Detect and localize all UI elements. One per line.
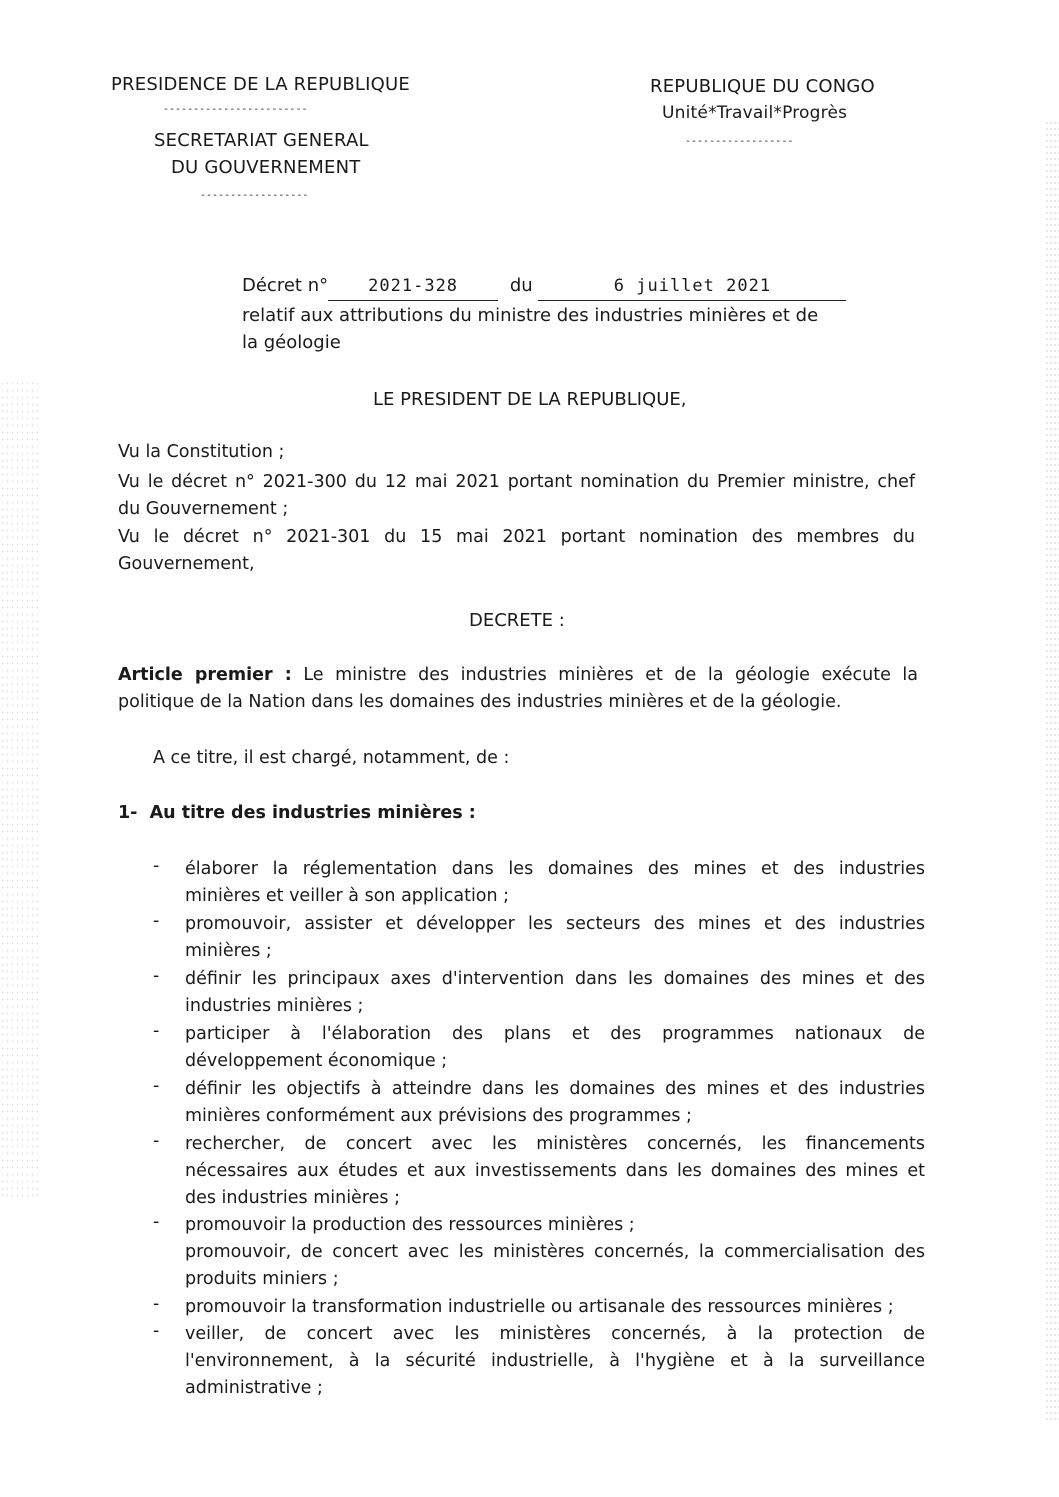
decree-subject-line2: la géologie: [242, 332, 341, 353]
header-presidence: PRESIDENCE DE LA REPUBLIQUE: [111, 74, 410, 95]
list-item-line: nécessaires aux études et aux investissements dans les domaines des mines et: [185, 1161, 925, 1181]
scan-noise-left: [0, 380, 40, 1200]
bullet-dash: -: [153, 1321, 160, 1341]
president-heading: LE PRESIDENT DE LA REPUBLIQUE,: [373, 389, 687, 410]
visa-decree-2-line2: Gouvernement,: [118, 554, 255, 574]
list-item: [185, 1212, 925, 1239]
list-item-line: promouvoir, assister et développer les secteurs des mines et des industries: [185, 914, 925, 934]
decree-number: 2021-328: [328, 273, 498, 301]
list-item: [185, 1321, 925, 1402]
section-1-title: Au titre des industries minières :: [149, 803, 476, 823]
bullet-dash: -: [153, 911, 160, 931]
list-item-line: l'environnement, à la sécurité industrielle, à l'hygiène et à la surveillance: [185, 1351, 925, 1371]
header-left-divider-2: ------------------: [200, 190, 309, 201]
article1-line2: politique de la Nation dans les domaines des industries minières et de la géologie.: [118, 692, 842, 712]
list-item: [185, 1239, 925, 1293]
bullet-dash: -: [153, 966, 160, 986]
list-item-line: industries minières ;: [185, 996, 364, 1016]
scan-noise-right: [1045, 120, 1059, 1420]
article1-label: Article premier :: [118, 665, 292, 685]
list-item-line: promouvoir, de concert avec les ministères concernés, la commercialisation des: [185, 1242, 925, 1262]
decrete-heading: DECRETE :: [469, 610, 565, 631]
visa-decree-1-line2: du Gouvernement ;: [118, 499, 289, 519]
list-item-line: promouvoir la transformation industrielle ou artisanale des ressources minières ;: [185, 1297, 894, 1317]
section-1-heading: [118, 800, 476, 827]
list-item-line: développement économique ;: [185, 1051, 448, 1071]
list-item: [185, 1021, 925, 1075]
section-1-number: 1-: [118, 803, 138, 823]
header-right-divider: ------------------: [685, 136, 794, 147]
list-item-line: rechercher, de concert avec les ministères concernés, les financements: [185, 1134, 925, 1154]
list-item-line: définir les principaux axes d'intervention dans les domaines des mines et des: [185, 969, 925, 989]
header-motto: Unité*Travail*Progrès: [662, 103, 848, 123]
list-item: [185, 966, 925, 1020]
visa-decree-1-line1: Vu le décret n° 2021-300 du 12 mai 2021 portant nomination du Premier ministre, chef: [118, 472, 915, 492]
visa-decree-2-line1: Vu le décret n° 2021-301 du 15 mai 2021 portant nomination des membres du: [118, 527, 915, 547]
visa-constitution: Vu la Constitution ;: [118, 442, 285, 462]
decree-title-line: [242, 272, 846, 301]
bullet-dash: -: [153, 856, 160, 876]
bullet-dash: -: [153, 1212, 160, 1232]
list-item: [185, 1294, 925, 1321]
list-item-line: veiller, de concert avec les ministères concernés, à la protection de: [185, 1324, 925, 1344]
decree-number-label: Décret n°: [242, 275, 329, 296]
bullet-dash: -: [153, 1021, 160, 1041]
list-item-line: définir les objectifs à atteindre dans les domaines des mines et des industries: [185, 1079, 925, 1099]
attributions-intro: A ce titre, il est chargé, notamment, de :: [153, 748, 510, 768]
header-secretariat: SECRETARIAT GENERAL: [154, 130, 369, 151]
list-item: [185, 856, 925, 910]
list-item: [185, 911, 925, 965]
list-item-line: minières ;: [185, 941, 272, 961]
article1-line1-text: Le ministre des industries minières et de la géologie exécute la: [303, 665, 918, 685]
article1-line1: [118, 662, 918, 689]
list-item-line: minières et veiller à son application ;: [185, 886, 510, 906]
list-item-line: administrative ;: [185, 1378, 323, 1398]
header-republique: REPUBLIQUE DU CONGO: [650, 76, 875, 97]
list-item-line: produits miniers ;: [185, 1269, 339, 1289]
bullet-dash: -: [153, 1076, 160, 1096]
decree-date-label: du: [509, 275, 533, 296]
header-gouvernement: DU GOUVERNEMENT: [171, 157, 361, 178]
list-item: [185, 1131, 925, 1212]
list-item-line: participer à l'élaboration des plans et des programmes nationaux de: [185, 1024, 925, 1044]
list-item-line: élaborer la réglementation dans les domaines des mines et des industries: [185, 859, 925, 879]
bullet-dash: -: [153, 1294, 160, 1314]
list-item-line: des industries minières ;: [185, 1188, 400, 1208]
bullet-dash: -: [153, 1131, 160, 1151]
list-item-line: minières conformément aux prévisions des programmes ;: [185, 1106, 692, 1126]
decree-subject-line1: relatif aux attributions du ministre des industries minières et de: [242, 305, 819, 326]
header-left-divider-1: ------------------------: [163, 104, 308, 115]
list-item-line: promouvoir la production des ressources minières ;: [185, 1215, 635, 1235]
decree-date: 6 juillet 2021: [538, 273, 846, 301]
list-item: [185, 1076, 925, 1130]
